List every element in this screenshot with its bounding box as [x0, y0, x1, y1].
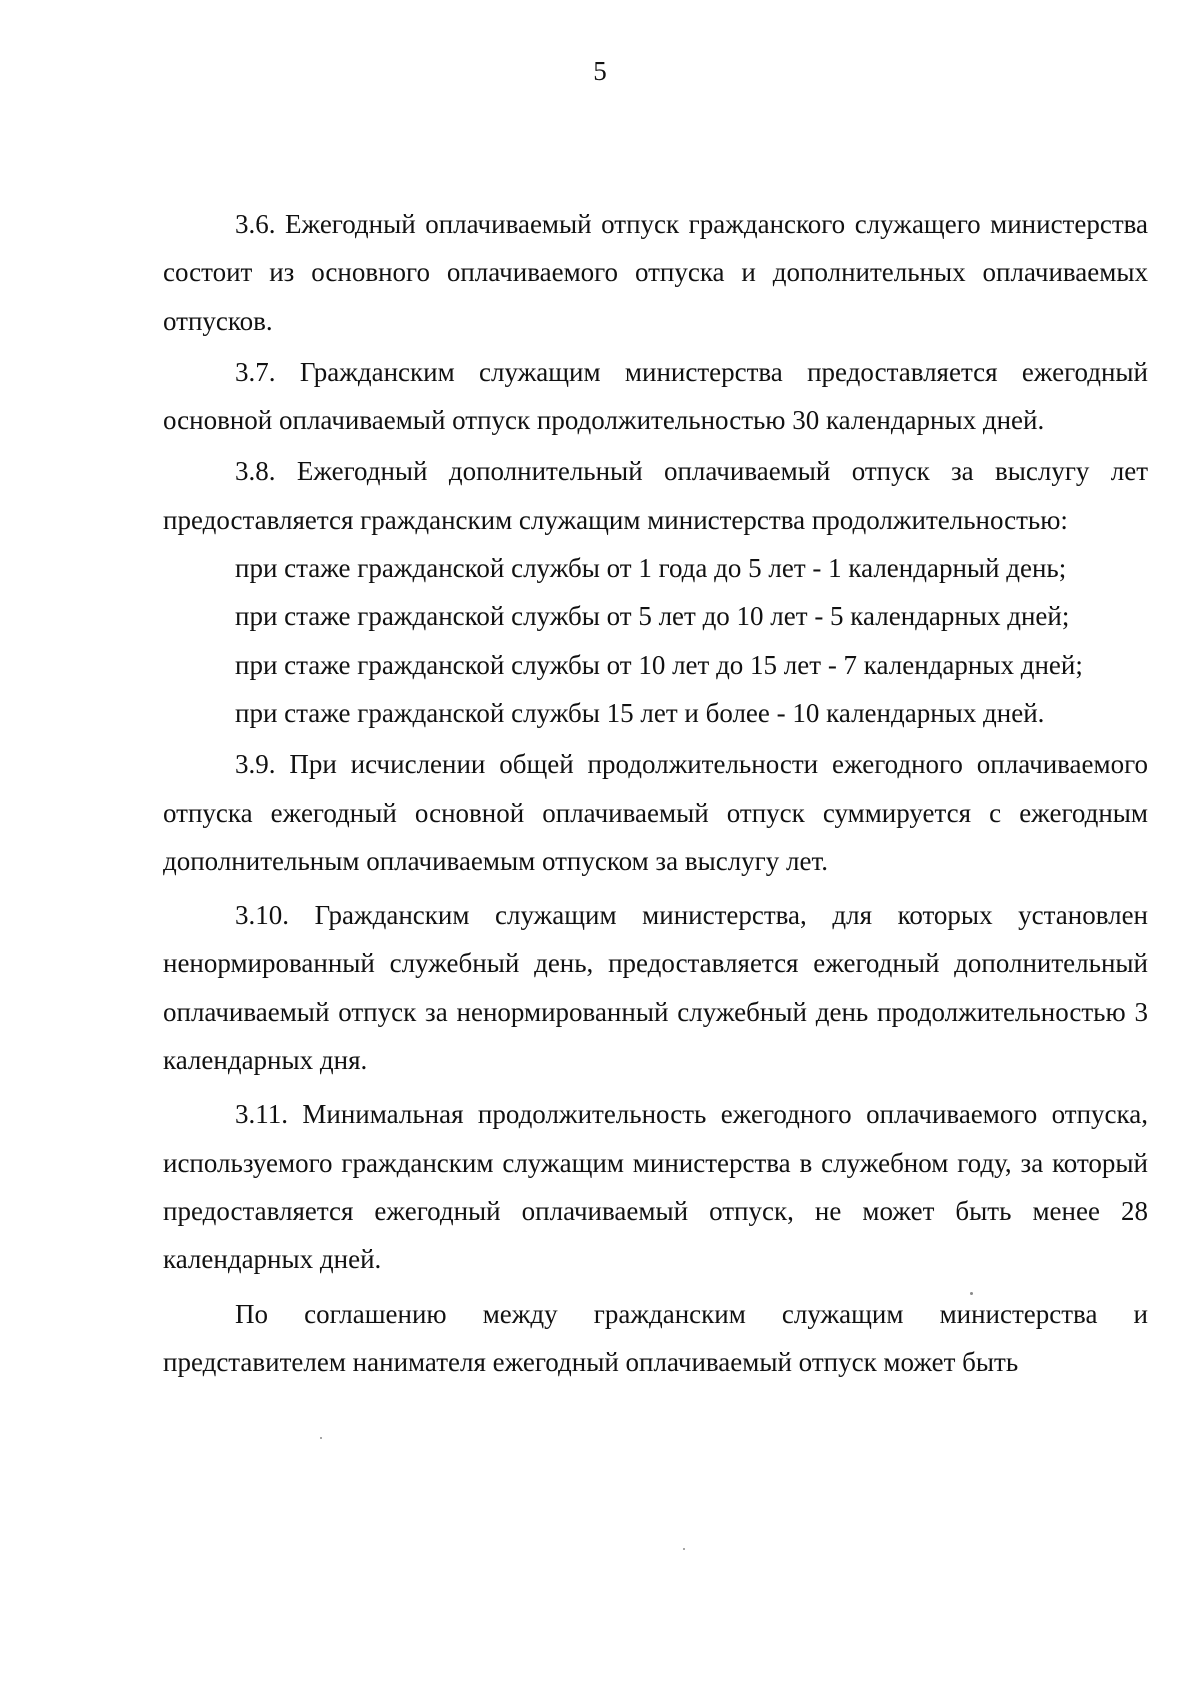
paragraph-3-9: 3.9. При исчислении общей продолжительности ежегодного оплачиваемого отпуска ежегодный основной оплачиваемый отпуск суммируется с ежегодным дополнительным оплачиваемым отпуском за выслугу лет.	[163, 749, 1148, 876]
paragraph-3-10: 3.10. Гражданским служащим министерства, для которых установлен ненормированный служебный день, предоставляется ежегодный дополнительный оплачиваемый отпуск за ненормированный служебный день продолжительностью 3 календарных дня.	[163, 900, 1148, 1076]
list-item-service-1-5: при стаже гражданской службы от 1 года до 5 лет - 1 календарный день;	[235, 553, 1067, 584]
paragraph-3-11-continuation: По соглашению между гражданским служащим министерства и представителем нанимателя ежегодный оплачиваемый отпуск может быть	[163, 1298, 1148, 1377]
paragraph-3-7: 3.7. Гражданским служащим министерства предоставляется ежегодный основной оплачиваемый отпуск продолжительностью 30 календарных дней.	[163, 356, 1148, 436]
paragraph-3-11: 3.11. Минимальная продолжительность ежегодного оплачиваемого отпуска, используемого гражданским служащим министерства в служебном году, за который предоставляется ежегодный оплачиваемый отпуск, не может быть менее 28 календарных дней.	[163, 1099, 1148, 1275]
page-number: 5	[593, 56, 607, 86]
paragraph-3-8: 3.8. Ежегодный дополнительный оплачиваемый отпуск за выслугу лет предоставляется гражданским служащим министерства продолжительностью:	[163, 456, 1148, 535]
scan-speck	[970, 1292, 973, 1295]
paragraph-3-6: 3.6. Ежегодный оплачиваемый отпуск гражданского служащего министерства состоит из основного оплачиваемого отпуска и дополнительных оплачиваемых отпусков.	[163, 209, 1148, 336]
list-item-service-15-plus: при стаже гражданской службы 15 лет и более - 10 календарных дней.	[235, 697, 1045, 728]
list-item-service-10-15: при стаже гражданской службы от 10 лет до 15 лет - 7 календарных дней;	[235, 649, 1083, 680]
document-body	[163, 200, 1148, 1386]
scan-speck	[683, 1548, 685, 1550]
scan-speck	[320, 1437, 322, 1439]
list-item-service-5-10: при стаже гражданской службы от 5 лет до 10 лет - 5 календарных дней;	[235, 601, 1070, 632]
